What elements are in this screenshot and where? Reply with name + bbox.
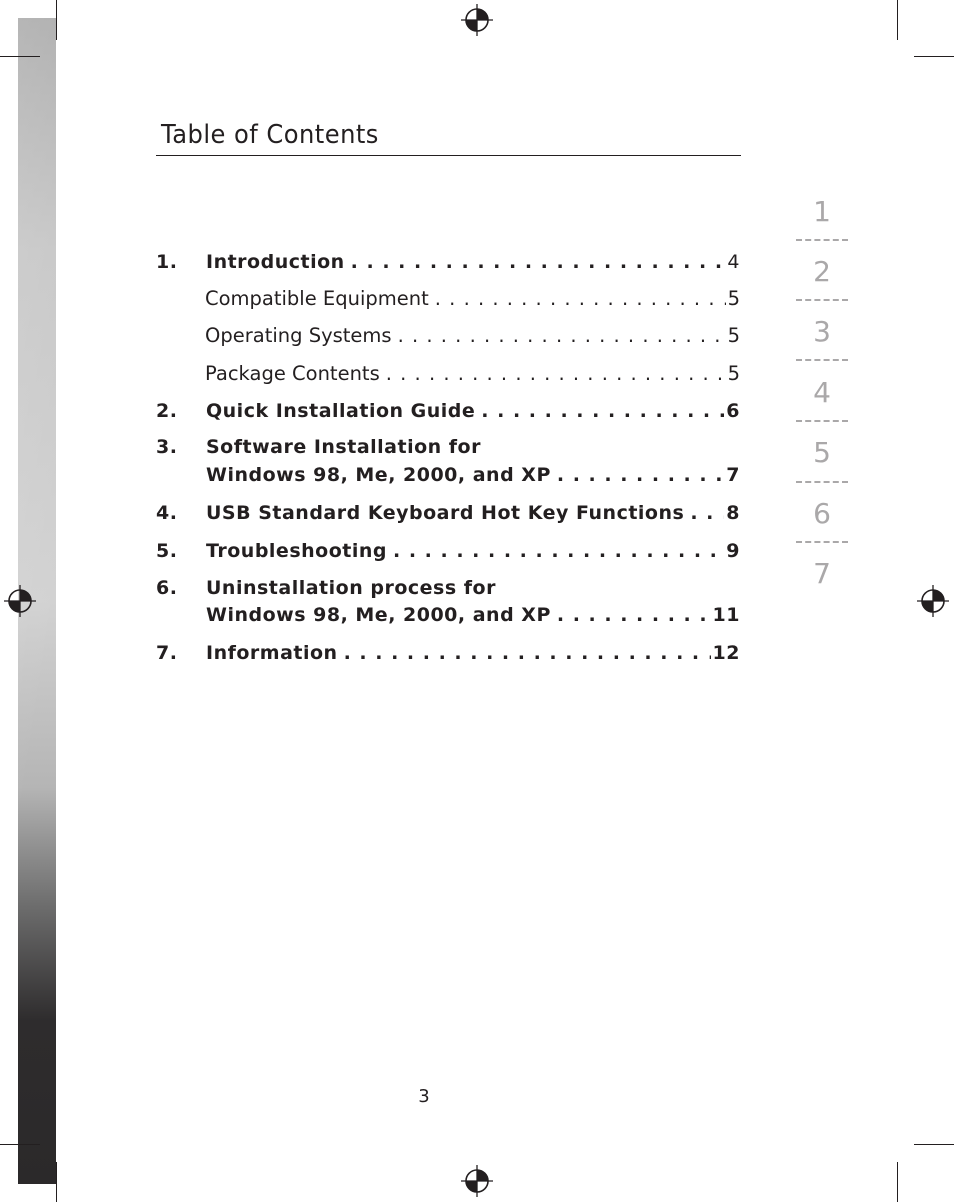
toc-entry-troubleshooting[interactable]	[156, 538, 740, 562]
toc-entry-software-installation-line1[interactable]	[156, 434, 740, 458]
toc-entry-number: 4.	[156, 502, 178, 524]
toc-entry-page: 9	[726, 540, 740, 562]
chapter-tab-1[interactable]: 1	[813, 195, 831, 228]
toc-entry-title: Information	[206, 642, 338, 664]
toc-entry-title: USB Standard Keyboard Hot Key Functions	[206, 502, 685, 524]
toc-entry-title: Introduction	[206, 251, 345, 273]
chapter-tab-5[interactable]: 5	[813, 436, 831, 469]
toc-entry-page: 4	[727, 251, 740, 273]
crosshair-circle-icon	[459, 1163, 495, 1199]
toc-entry-introduction[interactable]	[156, 249, 740, 273]
dot-leader	[557, 464, 724, 486]
crop-mark	[897, 1162, 898, 1202]
toc-entry-number: 2.	[156, 400, 178, 422]
toc-entry-title: Windows 98, Me, 2000, and XP	[206, 464, 551, 486]
toc-entry-quick-installation[interactable]	[156, 398, 740, 422]
chapter-tab-6[interactable]: 6	[813, 497, 831, 530]
crop-mark	[914, 1144, 954, 1145]
dot-leader	[481, 400, 724, 422]
toc-entry-title-line1: Software Installation for	[206, 436, 481, 458]
toc-entry-number: 5.	[156, 540, 178, 562]
chapter-tab-7[interactable]: 7	[813, 557, 831, 590]
toc-entry-title: Windows 98, Me, 2000, and XP	[206, 604, 551, 626]
toc-subentry-operating-systems[interactable]	[156, 323, 740, 347]
chapter-tab-2[interactable]: 2	[813, 255, 831, 288]
toc-entry-number: 7.	[156, 642, 178, 664]
toc-entry-page: 5	[727, 287, 740, 310]
dot-leader	[557, 604, 711, 626]
toc-entry-page: 6	[726, 400, 740, 422]
toc-entry-page: 12	[712, 642, 740, 664]
dot-leader	[435, 287, 726, 310]
toc-subentry-compatible-equipment[interactable]	[156, 286, 740, 310]
chapter-separator	[796, 299, 848, 301]
toc-entry-information[interactable]	[156, 640, 740, 664]
toc-entry-page: 8	[726, 502, 740, 524]
toc-entry-title: Quick Installation Guide	[206, 400, 476, 422]
toc-entry-hot-key-functions[interactable]	[156, 500, 740, 524]
crop-mark	[897, 0, 898, 40]
chapter-separator	[796, 541, 848, 543]
toc-entry-title: Operating Systems	[205, 324, 392, 347]
toc-entry-title-line1: Uninstallation process for	[206, 577, 496, 599]
crop-mark	[56, 1162, 57, 1202]
chapter-tab-4[interactable]: 4	[813, 376, 831, 409]
dot-leader	[344, 642, 711, 664]
crop-mark	[0, 1144, 40, 1145]
chapter-separator	[796, 359, 848, 361]
toc-entry-number: 6.	[156, 577, 178, 599]
toc-entry-uninstallation[interactable]	[156, 602, 740, 626]
chapter-separator	[796, 481, 848, 483]
title-underline	[156, 155, 741, 156]
toc-entry-number: 1.	[156, 251, 178, 273]
toc-subentry-package-contents[interactable]	[156, 361, 740, 385]
dot-leader	[393, 540, 724, 562]
crop-mark	[914, 56, 954, 57]
toc-entry-title: Troubleshooting	[206, 540, 387, 562]
crop-mark	[0, 56, 40, 57]
toc-entry-page: 5	[727, 362, 740, 385]
crosshair-circle-icon	[2, 583, 38, 619]
toc-entry-uninstallation-line1[interactable]	[156, 575, 740, 599]
crosshair-circle-icon	[915, 583, 951, 619]
page-number: 3	[418, 1086, 430, 1107]
toc-entry-page: 5	[727, 324, 740, 347]
toc-entry-page: 7	[726, 464, 740, 486]
crosshair-circle-icon	[459, 2, 495, 38]
dot-leader	[398, 324, 726, 347]
dot-leader	[386, 362, 726, 385]
chapter-separator	[796, 420, 848, 422]
toc-entry-page: 11	[712, 604, 740, 626]
crop-mark	[56, 0, 57, 40]
toc-entry-title: Package Contents	[205, 362, 380, 385]
toc-entry-software-installation[interactable]	[156, 462, 740, 486]
chapter-separator	[796, 239, 848, 241]
chapter-tab-3[interactable]: 3	[813, 315, 831, 348]
toc-entry-number: 3.	[156, 436, 178, 458]
dot-leader	[690, 502, 724, 524]
dot-leader	[351, 251, 726, 273]
toc-entry-title: Compatible Equipment	[205, 287, 429, 310]
page-title: Table of Contents	[161, 120, 379, 150]
